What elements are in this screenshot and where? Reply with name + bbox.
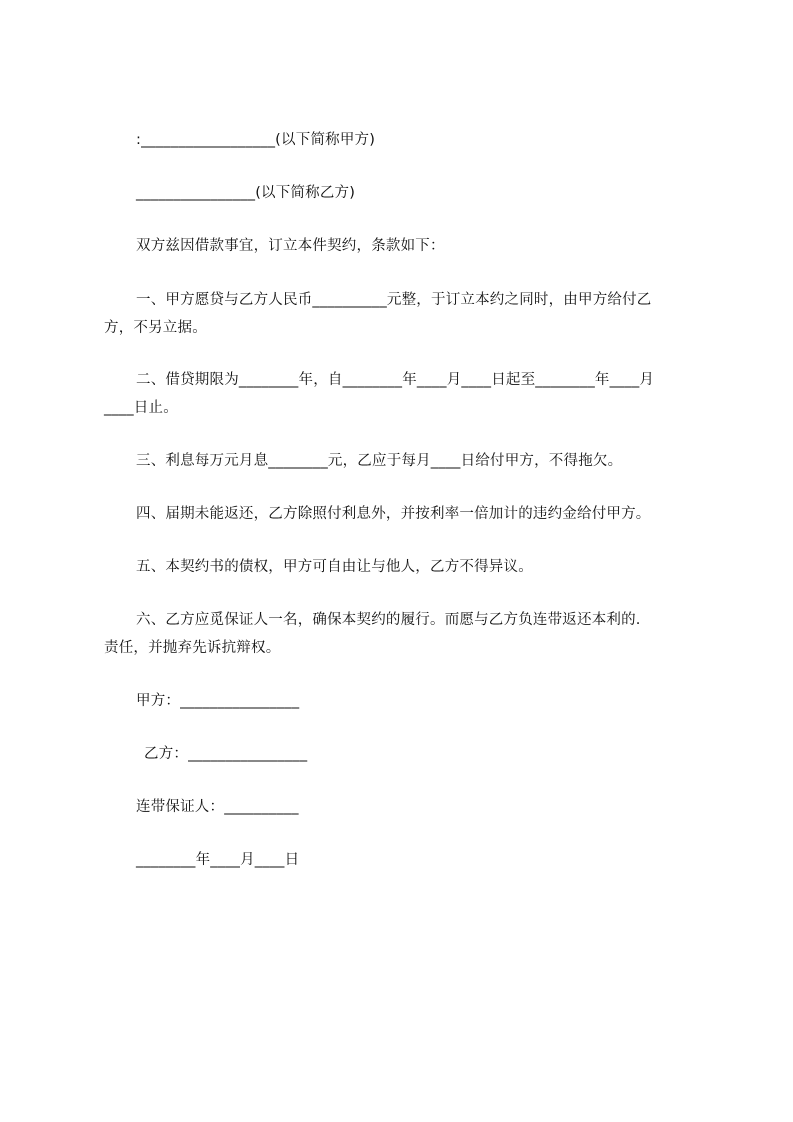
signature-guarantor: 连带保证人：__________	[136, 799, 299, 815]
party-a-line: :__________________(以下简称甲方)	[136, 132, 376, 148]
signature-party-b: 乙方：________________	[144, 746, 308, 762]
clause-2-line-2: ____日止。	[104, 400, 178, 416]
clause-5: 五、本契约书的债权，甲方可自由让与他人，乙方不得异议。	[136, 559, 533, 575]
clause-3: 三、利息每万元月息________元，乙应于每月____日给付甲方，不得拖欠。	[136, 453, 623, 469]
clause-1-line-2: 方，不另立据。	[104, 320, 207, 336]
party-b-line: ________________(以下简称乙方)	[136, 185, 356, 201]
clause-4: 四、届期未能返还，乙方除照付利息外，并按利率一倍加计的违约金给付甲方。	[136, 506, 651, 522]
intro-text: 双方兹因借款事宜，订立本件契约，条款如下：	[136, 238, 445, 254]
clause-6-line-2: 责任，并抛弃先诉抗辩权。	[104, 640, 281, 656]
clause-6-line-1: 六、乙方应觅保证人一名，确保本契约的履行。而愿与乙方负连带返还本利的.	[136, 612, 641, 628]
signature-party-a: 甲方：________________	[136, 693, 300, 709]
signature-date: ________年____月____日	[136, 852, 300, 868]
clause-2-line-1: 二、借贷期限为________年，自________年____月____日起至________年____月	[136, 372, 655, 388]
clause-1-line-1: 一、甲方愿贷与乙方人民币__________元整，于订立本约之同时，由甲方给付乙	[136, 292, 652, 308]
